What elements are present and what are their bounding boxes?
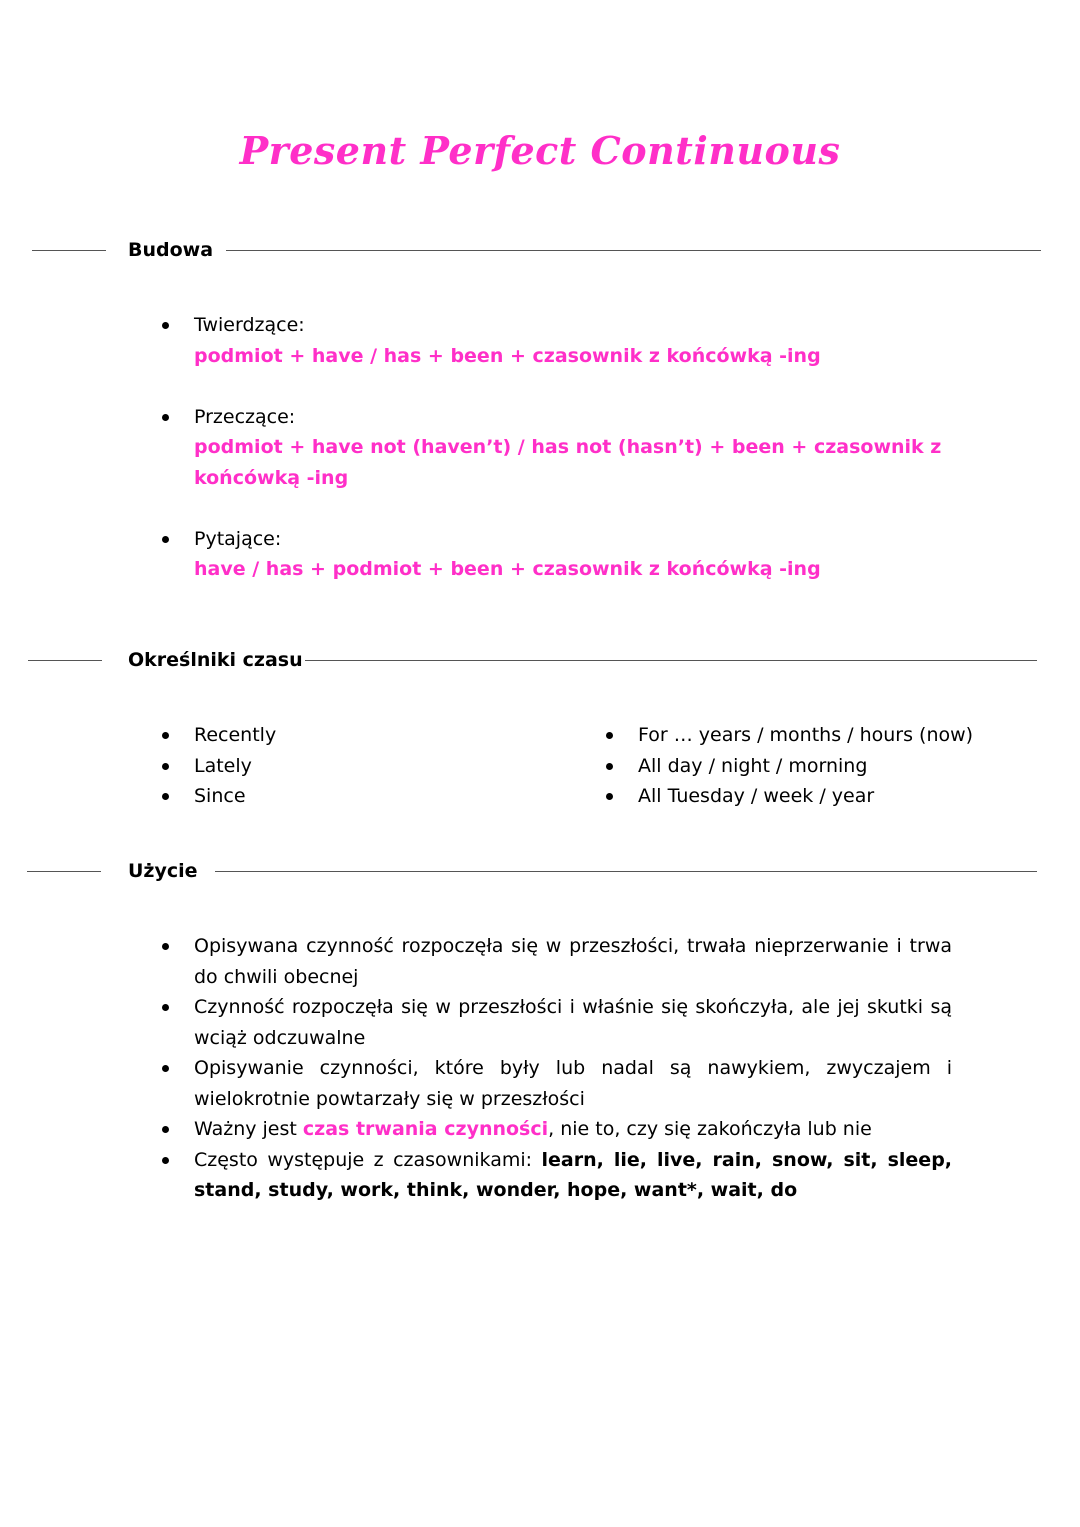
- item-text: Często występuje z czasownikami:: [194, 1148, 542, 1171]
- list-item: Recently: [160, 720, 540, 751]
- rule-left: [32, 250, 106, 251]
- page-title: Present Perfect Continuous: [239, 128, 841, 173]
- section-header-uzycie: [0, 857, 1080, 887]
- list-item: All Tuesday / week / year: [604, 781, 1024, 812]
- rule-right: [215, 871, 1037, 872]
- list-item: All day / night / morning: [604, 751, 1024, 782]
- highlight-duration: czas trwania czynności: [302, 1118, 549, 1140]
- section-header-budowa: [0, 236, 1080, 266]
- section-header-okresliniki: [0, 646, 1080, 676]
- item-label: Twierdzące:: [194, 314, 305, 336]
- rule-left: [28, 660, 102, 661]
- list-item: Since: [160, 781, 540, 812]
- item-text: Ważny jest: [194, 1118, 303, 1140]
- formula-negative: podmiot + have not (haven’t) / has not (hasn’t) + been + czasownik z końcówką -ing: [194, 436, 942, 489]
- verb-list: learn, lie, live, rain, snow, sit, sleep, stand, study, work, think, wonder, hope, want*, wait, do: [194, 1148, 953, 1201]
- rule-right: [305, 660, 1037, 661]
- formula-affirmative: podmiot + have / has + been + czasownik z końcówką -ing: [194, 344, 821, 367]
- usage-list: [160, 931, 952, 1206]
- section-title-budowa: Budowa: [128, 239, 214, 261]
- section-title-uzycie: Użycie: [128, 860, 198, 882]
- list-item: For … years / months / hours (now): [604, 720, 1024, 751]
- list-item-negative: [160, 402, 952, 494]
- list-item: [160, 1114, 952, 1145]
- list-item-affirmative: [160, 310, 952, 371]
- list-item: Czynność rozpoczęła się w przeszłości i właśnie się skończyła, ale jej skutki są wciąż odczuwalne: [160, 992, 952, 1053]
- time-markers-right: [604, 720, 1024, 812]
- list-item-question: [160, 524, 952, 585]
- item-text: , nie to, czy się zakończyła lub nie: [548, 1118, 872, 1140]
- item-label: Przeczące:: [194, 405, 296, 428]
- rule-left: [27, 871, 101, 872]
- list-item: Opisywana czynność rozpoczęła się w przeszłości, trwała nieprzerwanie i trwa do chwili obecnej: [160, 931, 952, 992]
- rule-right: [226, 250, 1041, 251]
- section-title-okresliniki: Określniki czasu: [128, 649, 303, 671]
- formula-question: have / has + podmiot + been + czasownik z końcówką -ing: [194, 558, 821, 580]
- list-item: Lately: [160, 751, 540, 782]
- list-item: [160, 1145, 952, 1206]
- item-label: Pytające:: [194, 527, 282, 550]
- budowa-list: [160, 310, 952, 585]
- time-markers-left: [160, 720, 540, 812]
- list-item: Opisywanie czynności, które były lub nadal są nawykiem, zwyczajem i wielokrotnie powtarzały się w przeszłości: [160, 1053, 952, 1114]
